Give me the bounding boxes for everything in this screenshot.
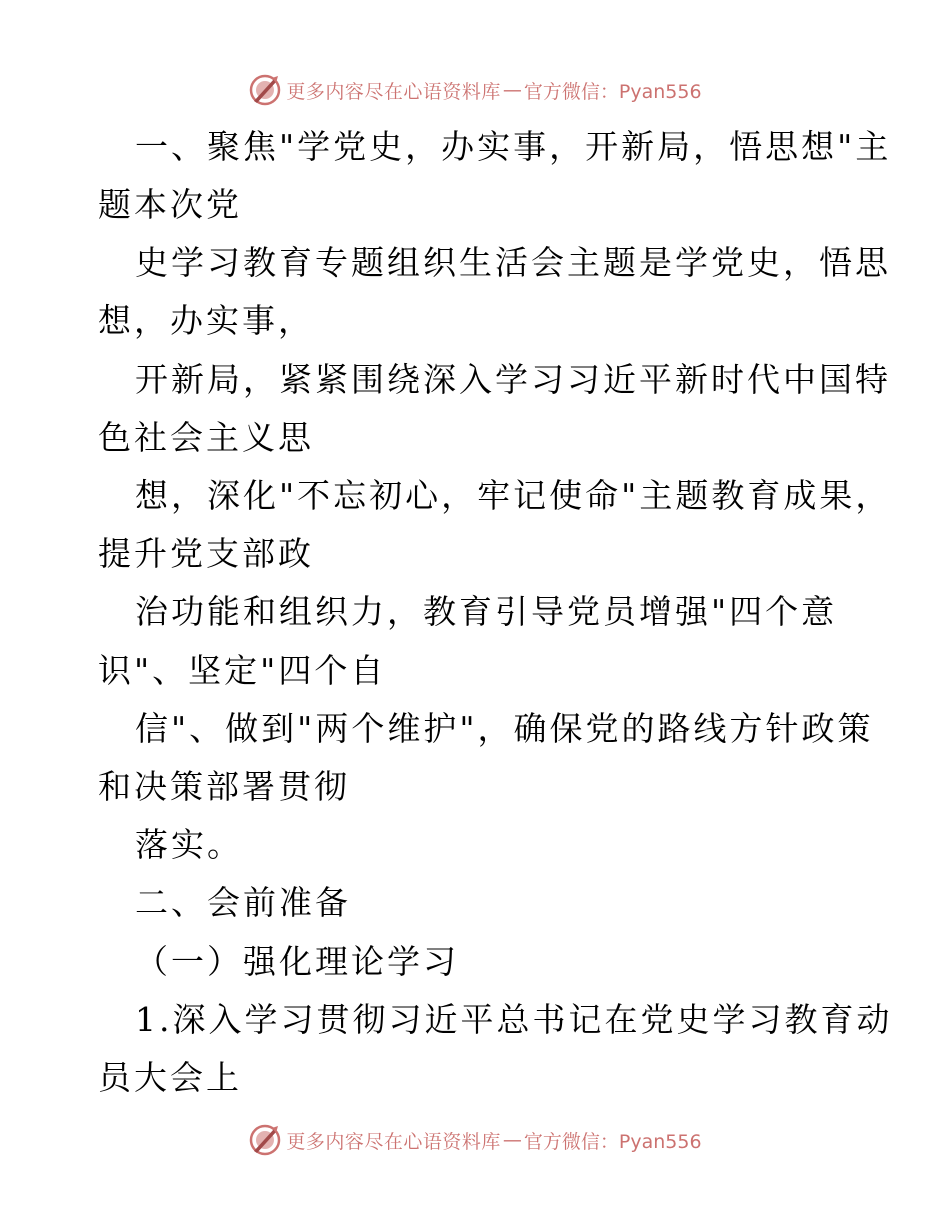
- text-line: 想，办实事，: [98, 301, 314, 340]
- section-heading: 二、会前准备: [135, 883, 351, 922]
- quill-seal-icon: [248, 1123, 282, 1157]
- watermark-main-text: 更多内容尽在心语资料库: [286, 80, 501, 103]
- subsection-heading: （一）强化理论学习: [135, 942, 459, 981]
- text-line: 史学习教育专题组织生活会主题是学党史，悟思: [135, 243, 891, 282]
- footer-watermark: [0, 1120, 950, 1160]
- watermark-wechat-text: 官方微信：Pyan556: [523, 1130, 702, 1153]
- text-line: 提升党支部政: [98, 534, 314, 573]
- text-line: 一、聚焦"学党史，办实事，开新局，悟思想"主: [135, 127, 892, 166]
- watermark-dash: —: [502, 79, 522, 101]
- text-line: 1.深入学习贯彻习近平总书记在党史学习教育动: [135, 1000, 893, 1039]
- watermark-wechat-text: 官方微信：Pyan556: [523, 80, 702, 103]
- header-watermark: [0, 70, 950, 110]
- text-line: 想，深化"不忘初心，牢记使命"主题教育成果，: [135, 476, 892, 515]
- text-line: 员大会上: [98, 1058, 242, 1097]
- text-line: 治功能和组织力，教育引导党员增强"四个意: [135, 592, 838, 631]
- watermark-dash: —: [502, 1129, 522, 1151]
- quill-seal-icon: [248, 73, 282, 107]
- text-line: 色社会主义思: [98, 418, 314, 457]
- text-line: 识"、坚定"四个自: [98, 651, 387, 690]
- text-line: 开新局，紧紧围绕深入学习习近平新时代中国特: [135, 360, 891, 399]
- watermark-main-text: 更多内容尽在心语资料库: [286, 1130, 501, 1153]
- text-line: 落实。: [135, 825, 243, 864]
- text-line: 题本次党: [98, 185, 242, 224]
- text-line: 和决策部署贯彻: [98, 767, 350, 806]
- text-line: 信"、做到"两个维护"，确保党的路线方针政策: [135, 709, 874, 748]
